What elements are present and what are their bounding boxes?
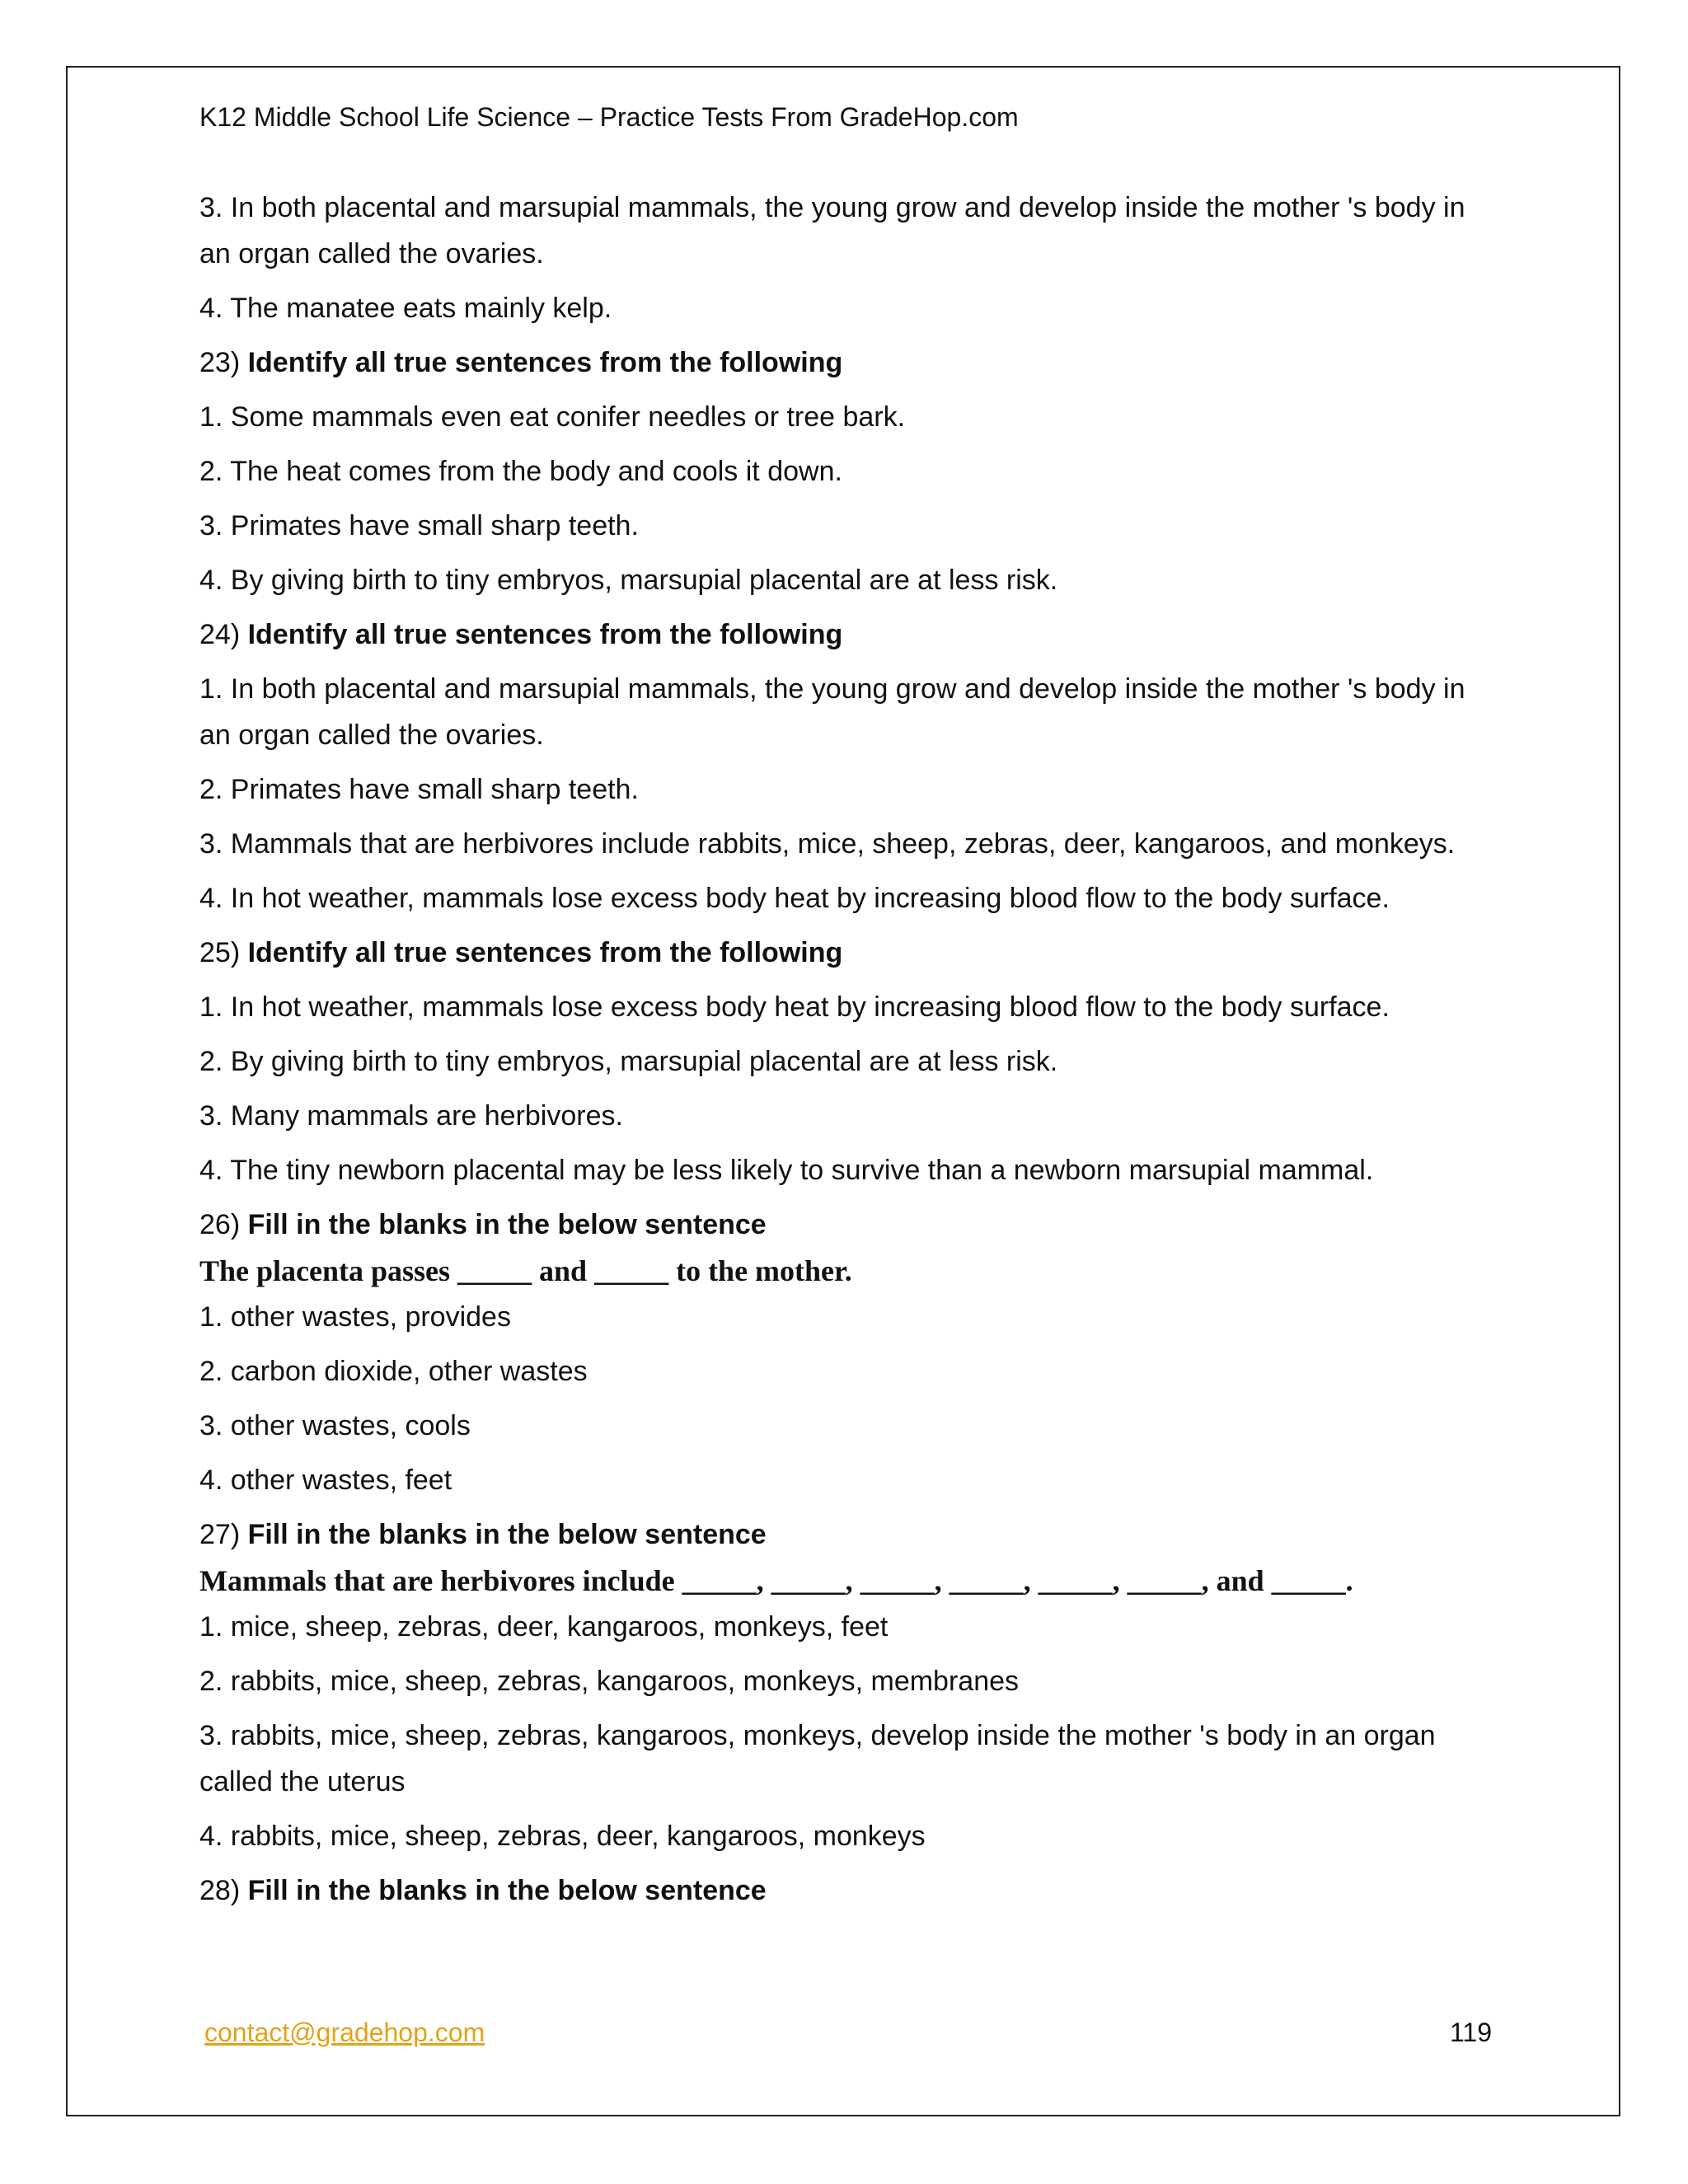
option-line: 1. other wastes, provides — [199, 1301, 511, 1333]
option-line: 3. Mammals that are herbivores include rabbits, mice, sheep, zebras, deer, kangaroos, and monkeys. — [199, 828, 1456, 860]
fill-in-sentence: The placenta passes _____ and _____ to the mother. — [199, 1254, 852, 1287]
running-header: K12 Middle School Life Science – Practice Tests From GradeHop.com — [199, 102, 1019, 132]
option-line: 4. The tiny newborn placental may be less likely to survive than a newborn marsupial mammal. — [199, 1155, 1374, 1186]
option-line: 3. Many mammals are herbivores. — [199, 1100, 623, 1132]
option-line: 3. In both placental and marsupial mammals, the young grow and develop inside the mother 's body in an organ called the ovaries. — [199, 192, 1465, 269]
question-title: Identify all true sentences from the following — [247, 347, 843, 378]
question-title: Fill in the blanks in the below sentence — [247, 1209, 767, 1240]
option-line: 1. In hot weather, mammals lose excess body heat by increasing blood flow to the body surface. — [199, 991, 1390, 1023]
option-line: 4. The manatee eats mainly kelp. — [199, 293, 612, 324]
page-number: 119 — [1449, 2018, 1492, 2047]
question-number: 26) — [199, 1209, 241, 1240]
question-number: 24) — [199, 619, 241, 650]
option-line: 4. By giving birth to tiny embryos, marsupial placental are at less risk. — [199, 565, 1058, 596]
question-23-heading — [199, 340, 1502, 386]
option-line: 4. In hot weather, mammals lose excess body heat by increasing blood flow to the body surface. — [199, 883, 1390, 914]
question-number: 27) — [199, 1519, 241, 1550]
page-content — [199, 97, 1502, 1922]
option-line: 2. The heat comes from the body and cools it down. — [199, 456, 842, 487]
option-line: 1. mice, sheep, zebras, deer, kangaroos, monkeys, feet — [199, 1611, 889, 1643]
question-number: 23) — [199, 347, 241, 378]
question-26-heading — [199, 1202, 1502, 1248]
option-line: 3. rabbits, mice, sheep, zebras, kangaroos, monkeys, develop inside the mother 's body in an organ called the uterus — [199, 1720, 1436, 1797]
option-line: 2. carbon dioxide, other wastes — [199, 1356, 588, 1387]
footer-email-link[interactable]: contact@gradehop.com — [204, 2018, 485, 2047]
option-line: 3. other wastes, cools — [199, 1410, 471, 1441]
question-number: 28) — [199, 1875, 241, 1906]
question-27-heading — [199, 1511, 1502, 1558]
option-line: 3. Primates have small sharp teeth. — [199, 510, 639, 541]
question-title: Fill in the blanks in the below sentence — [247, 1875, 767, 1906]
option-line: 1. Some mammals even eat conifer needles or tree bark. — [199, 401, 906, 433]
question-24-heading — [199, 612, 1502, 658]
question-25-heading — [199, 930, 1502, 976]
question-title: Fill in the blanks in the below sentence — [247, 1519, 767, 1550]
option-line: 2. rabbits, mice, sheep, zebras, kangaroos, monkeys, membranes — [199, 1666, 1020, 1697]
option-line: 2. By giving birth to tiny embryos, marsupial placental are at less risk. — [199, 1046, 1058, 1077]
question-title: Identify all true sentences from the following — [247, 619, 843, 650]
question-number: 25) — [199, 937, 241, 968]
question-title: Identify all true sentences from the following — [247, 937, 843, 968]
fill-in-sentence: Mammals that are herbivores include _____, _____, _____, _____, _____, _____, and _____. — [199, 1564, 1353, 1597]
question-28-heading — [199, 1868, 1502, 1914]
option-line: 4. other wastes, feet — [199, 1465, 452, 1496]
option-line: 4. rabbits, mice, sheep, zebras, deer, kangaroos, monkeys — [199, 1821, 926, 1852]
option-line: 2. Primates have small sharp teeth. — [199, 774, 639, 805]
option-line: 1. In both placental and marsupial mammals, the young grow and develop inside the mother 's body in an organ called the ovaries. — [199, 673, 1465, 751]
